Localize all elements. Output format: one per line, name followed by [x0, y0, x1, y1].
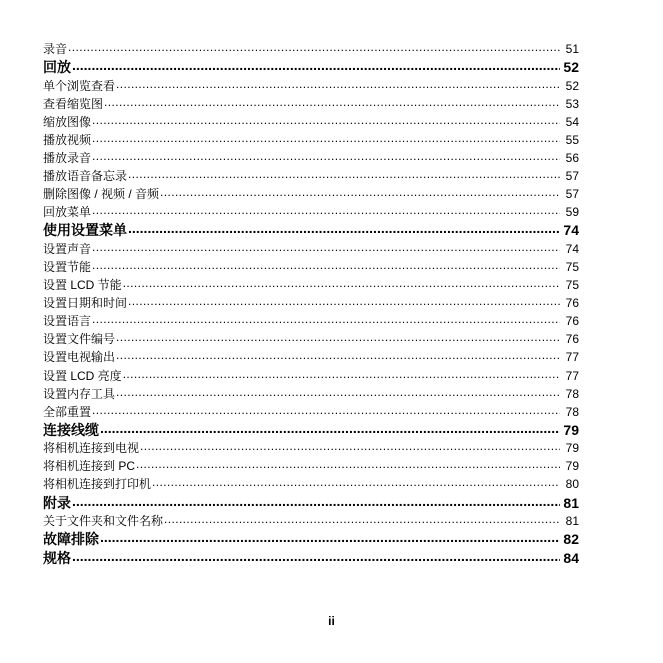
toc-dot-leader — [92, 401, 560, 419]
toc-dot-leader — [128, 292, 560, 310]
toc-dot-leader — [92, 310, 560, 328]
toc-entry-page: 75 — [565, 278, 579, 293]
toc-dot-leader — [116, 75, 560, 93]
toc-entry-page: 55 — [565, 132, 579, 147]
toc-dot-leader — [72, 492, 560, 511]
toc-entry-title: 设置内存工具 — [43, 386, 116, 401]
toc-entry-title: 设置 LCD 亮度 — [43, 368, 122, 383]
toc-entry-title: 单个浏览查看 — [43, 78, 116, 93]
toc-entry-title: 故障排除 — [43, 531, 99, 548]
toc-dot-leader — [68, 38, 560, 56]
toc-entry-title: 将相机连接到打印机 — [43, 477, 152, 492]
toc-entry-page: 74 — [563, 222, 579, 239]
toc-entry-page: 59 — [565, 205, 579, 220]
toc-entry-title: 播放录音 — [43, 150, 92, 165]
toc-entry-title: 设置电视输出 — [43, 350, 116, 365]
toc-dot-leader — [136, 455, 560, 473]
toc-dot-leader — [72, 547, 560, 566]
toc-entry-title: 规格 — [43, 549, 71, 566]
toc-entry-title: 设置声音 — [43, 241, 92, 256]
toc-entry-page: 54 — [565, 114, 579, 129]
toc-entry-page: 78 — [565, 386, 579, 401]
toc-entry-title: 连接线缆 — [43, 421, 99, 438]
toc-dot-leader — [140, 437, 560, 455]
toc-entry-page: 81 — [563, 494, 579, 511]
toc-dot-leader — [104, 93, 560, 111]
toc-entry-page: 80 — [565, 477, 579, 492]
table-of-contents — [43, 40, 579, 567]
toc-entry-title: 播放语音备忘录 — [43, 169, 128, 184]
toc-entry-page: 76 — [565, 296, 579, 311]
toc-entry-page: 56 — [565, 150, 579, 165]
toc-entry-page: 79 — [565, 441, 579, 456]
toc-entry-title: 查看缩览图 — [43, 96, 104, 111]
toc-entry-title: 设置语言 — [43, 314, 92, 329]
toc-entry-page: 51 — [565, 42, 579, 56]
toc-dot-leader — [92, 111, 560, 129]
toc-entry-title: 附录 — [43, 494, 71, 511]
toc-dot-leader — [92, 256, 560, 274]
toc-entry-page: 52 — [565, 78, 579, 93]
toc-entry-page: 57 — [565, 187, 579, 202]
toc-entry-title: 将相机连接到 PC — [43, 459, 136, 474]
toc-dot-leader — [92, 129, 560, 147]
toc-dot-leader — [152, 473, 560, 491]
toc-entry-page: 79 — [565, 459, 579, 474]
toc-entry-page: 76 — [565, 314, 579, 329]
toc-dot-leader — [92, 147, 560, 165]
toc-entry-page: 84 — [563, 549, 579, 566]
toc-entry-title: 缩放图像 — [43, 114, 92, 129]
toc-section-entry[interactable] — [43, 549, 579, 568]
toc-dot-leader — [92, 238, 560, 256]
toc-dot-leader — [128, 165, 560, 183]
toc-entry-page: 78 — [565, 404, 579, 419]
toc-entry-title: 录音 — [43, 42, 68, 56]
toc-dot-leader — [128, 219, 560, 238]
toc-entry-title: 删除图像 / 视频 / 音频 — [43, 187, 160, 202]
toc-entry-title: 使用设置菜单 — [43, 222, 127, 239]
toc-entry-title: 回放菜单 — [43, 205, 92, 220]
toc-dot-leader — [116, 346, 560, 364]
toc-entry-page: 77 — [565, 350, 579, 365]
toc-entry-title: 设置节能 — [43, 259, 92, 274]
toc-entry-page: 79 — [563, 421, 579, 438]
toc-dot-leader — [92, 201, 560, 219]
toc-dot-leader — [116, 328, 560, 346]
toc-entry-page: 57 — [565, 169, 579, 184]
toc-entry-title: 设置 LCD 节能 — [43, 278, 122, 293]
toc-dot-leader — [72, 56, 560, 75]
toc-entry-page: 53 — [565, 96, 579, 111]
toc-dot-leader — [123, 274, 560, 292]
toc-dot-leader — [160, 183, 560, 201]
toc-entry-page: 75 — [565, 259, 579, 274]
toc-entry-title: 关于文件夹和文件名称 — [43, 514, 164, 529]
toc-entry-page: 77 — [565, 368, 579, 383]
toc-entry-title: 回放 — [43, 59, 71, 76]
toc-entry-page: 76 — [565, 332, 579, 347]
toc-entry-page: 82 — [563, 531, 579, 548]
toc-entry-title: 设置文件编号 — [43, 332, 116, 347]
toc-entry-title: 将相机连接到电视 — [43, 441, 140, 456]
toc-dot-leader — [164, 510, 560, 528]
page-number: ii — [328, 614, 335, 628]
toc-dot-leader — [100, 419, 560, 438]
toc-dot-leader — [100, 528, 560, 547]
toc-dot-leader — [123, 365, 560, 383]
toc-entry-page: 52 — [563, 59, 579, 76]
toc-entry-title: 全部重置 — [43, 404, 92, 419]
toc-entry-page: 81 — [565, 514, 579, 529]
toc-entry-page: 74 — [565, 241, 579, 256]
toc-dot-leader — [116, 383, 560, 401]
toc-entry-title: 设置日期和时间 — [43, 296, 128, 311]
toc-entry-title: 播放视频 — [43, 132, 92, 147]
